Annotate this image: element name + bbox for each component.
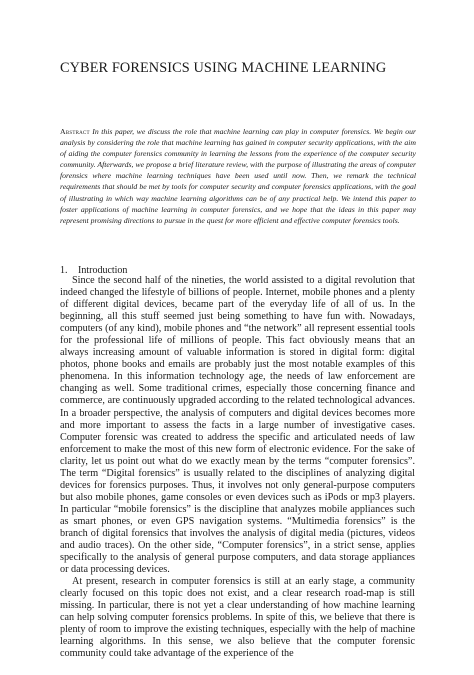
abstract-block [60, 126, 416, 226]
paper-title: CYBER FORENSICS USING MACHINE LEARNING [60, 60, 387, 76]
body-paragraph: At present, research in computer forensics is still at an early stage, a community clearly focused on this topic does not exist, and a clear research road-map is still missing. In particular, there is not yet a clear understanding of how machine learning can help solving computer forensics problems. In spite of this, we believe that there is plenty of room to improve the existing techniques, especially with the help of machine learning algorithms. In this sense, we also believe that the computer forensic community could take advantage of the experience of the [60, 576, 415, 660]
section-title: Introduction [78, 265, 128, 276]
section-number: 1. [60, 265, 68, 276]
body-paragraph: Since the second half of the nineties, the world assisted to a digital revolution that indeed changed the lifestyle of billions of people. Internet, mobile phones and a plenty of different digital devices, became part of the everyday life of all of us. In the beginning, all this stuff seemed just being something to have fun with. Nowadays, computers (of any kind), mobile phones and “the network” all represent essential tools for the professional life of millions of people. This fact obviously means that an always increasing amount of valuable information is stored in digital form: digital photos, phone books and emails are probably just the most notable examples of this phenomena. In this information technology age, the needs of law enforcement are changing as well. Some traditional crimes, especially those concerning finance and commerce, are continuously upgraded according to the related technological advances. In a broader perspective, the analysis of computers and digital devices becomes more and more important to assess the facts in a large number of investigative cases. Computer forensic was created to address the specific and articulated needs of law enforcement to make the most of this new form of electronic evidence. For the sake of clarity, let us point out what do we exactly mean by the terms “computer forensics”. The term “Digital forensics” is usually related to the disciplines of analyzing digital devices for forensics purposes. Thus, it involves not only general-purpose computers but also mobile phones, game consoles or even devices such as iPods or mp3 players. In particular “mobile forensics” is the discipline that analyzes mobile appliances such as smart phones, or even GPS navigation systems. “Multimedia forensics” is the branch of digital forensics that involves the analysis of digital media (pictures, videos and audio traces). On the other side, “Computer forensics”, in a strict sense, applies specifically to the analysis of general purpose computers, and data storage appliances or data processing devices. [60, 275, 415, 576]
abstract-label: Abstract [60, 127, 90, 136]
abstract-text: In this paper, we discuss the role that machine learning can play in computer forensics. We begin our analysis by considering the role that machine learning has gained in computer security applications, with the aim of aiding the computer forensics community in learning the lessons from the experience of the computer security community. Afterwards, we propose a brief literature review, with the purpose of illustrating the areas of computer forensics where machine learning techniques have been used until now. Then, we remark the technical requirements that should be met by tools for computer security and computer forensics applications, with the goal of illustrating in which way machine learning algorithms can be of any practical help. We intend this paper to foster applications of machine learning in computer forensics, and we hope that the ideas in this paper may represent promising directions to pursue in the quest for more efficient and effective computer forensics tools. [60, 127, 416, 225]
section-body [60, 275, 415, 661]
